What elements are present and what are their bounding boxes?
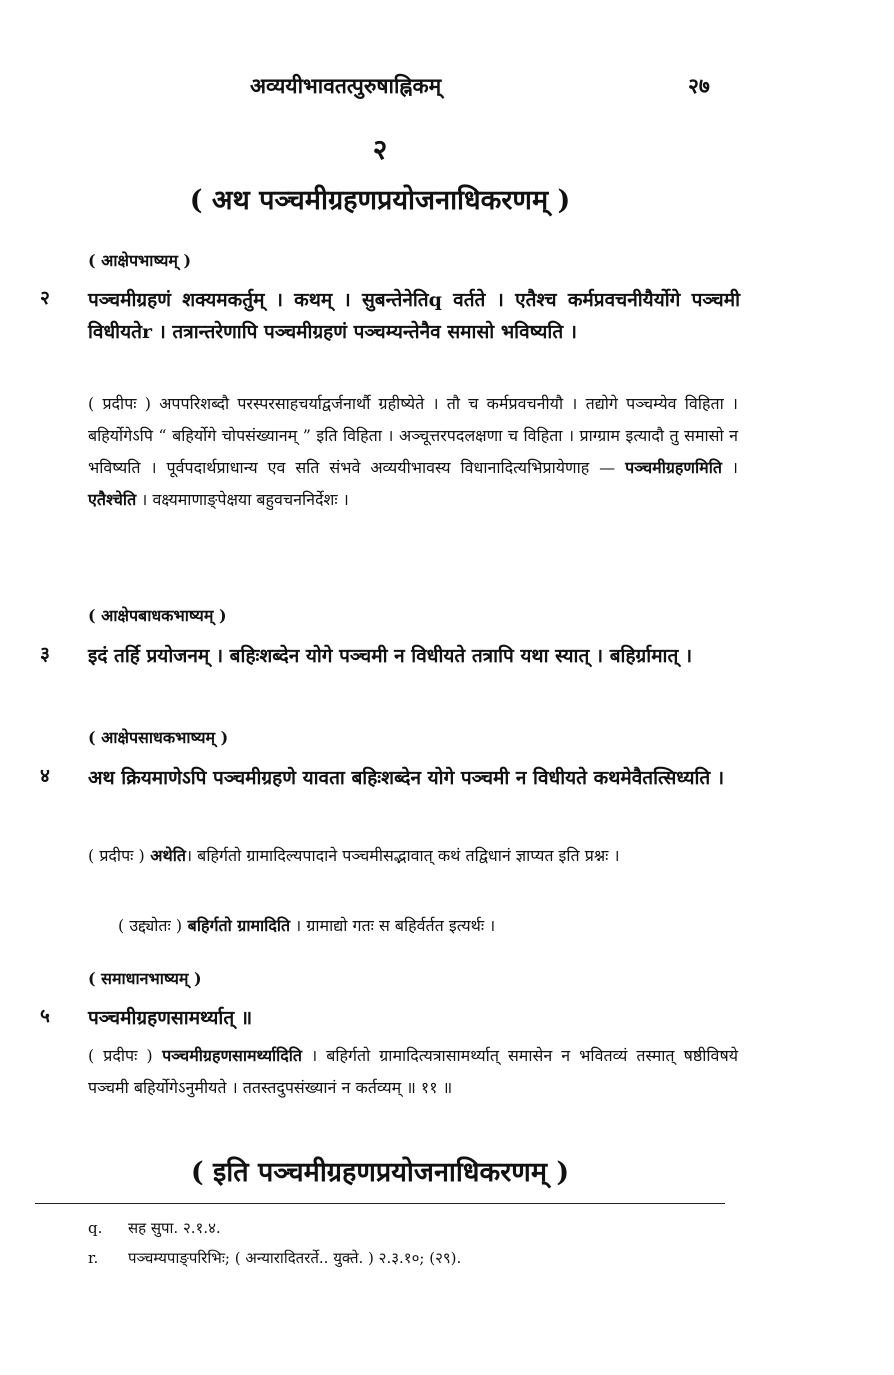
passage-3 [40,640,740,672]
passage-text: अथ क्रियमाणेऽपि पञ्चमीग्रहणे यावता बहिःशब्देन योगे पञ्चमी न विधीयते कथमेवैतत्सिध्यति । [88,767,725,789]
pradipa-commentary-1 [88,388,738,516]
passage-number: २ [40,287,50,309]
commentary-text: । बहिर्गतो ग्रामादिल्यपादाने पञ्चमीसद्भावात् कथं तद्विधानं ज्ञाप्यत इति प्रश्नः । [186,846,620,865]
passage-number: ४ [40,765,50,787]
akshepa-label: ( आक्षेपभाष्यम् ) [88,251,192,270]
page-number: २७ [688,73,710,98]
commentary-text: । वक्ष्यमाणाङ्पेक्षया बहुवचननिर्देशः । [136,490,349,509]
passage-number: ५ [40,1005,50,1027]
commentary-bold: अथेति [144,846,187,865]
samadhana-label: ( समाधानभाष्यम् ) [88,969,202,988]
footnote-r [88,1248,461,1268]
commentary-bold: एतैश्चेति [88,490,137,509]
commentary-text: । [721,458,738,477]
commentary-text: अपपरिशब्दौ परस्परसाहचर्याद्वर्जनार्थौ ग्रहीष्येते । तौ च कर्मप्रवचनीयौ । तद्योगे पञ्चम्येव विहिता । बहिर्योगेऽपि “ बहिर्योगे चोपसंख्यानम् ” इति विहिता । अञ्चूत्तरपदलक्षणा च विहिता । प्राग्ग्राम इत्यादौ तु समासो न भविष्यति । पूर्वपदार्थप्राधान्य एव सति संभवे अव्ययीभावस्य विधानादित्यभिप्रायेणाह — [88,394,738,477]
pradipa-commentary-2 [88,840,738,872]
akshepa-badhaka-label: ( आक्षेपबाधकभाष्यम् ) [88,606,227,625]
footnote-mark: r. [88,1249,99,1267]
commentary-bold: बहिर्गतो ग्रामादिति [182,916,291,935]
passage-number: ३ [40,643,50,665]
footnote-mark: q. [88,1219,103,1237]
footnote-text: सह सुपा. २.१.४. [128,1219,221,1237]
commentary-label: ( प्रदीपः ) [88,1046,153,1065]
passage-text: पञ्चमीग्रहणं शक्यमकर्तुम् । कथम् । सुबन्तेनेतिq वर्तते । एतैश्च कर्मप्रवचनीयैर्योगे पञ्चमी विधीयतेr । तत्रान्तरेणापि पञ्चमीग्रहणं पञ्चम्यन्तेनैव समासो भविष्यति । [88,289,740,343]
running-title: अव्ययीभावतत्पुरुषाह्निकम् [250,73,442,98]
passage-2 [40,284,740,348]
section-number: २ [372,133,388,166]
akshepa-sadhaka-label: ( आक्षेपसाधकभाष्यम् ) [88,728,229,747]
section-heading: ( अथ पञ्चमीग्रहणप्रयोजनाधिकरणम् ) [189,185,571,216]
passage-text: इदं तर्हि प्रयोजनम् । बहिःशब्देन योगे पञ्चमी न विधीयते तत्रापि यथा स्यात् । बहिर्ग्रामात् । [88,645,693,667]
pradipa-commentary-3 [88,1040,738,1104]
commentary-label: ( प्रदीपः ) [88,394,151,413]
commentary-text: । बहिर्गतो ग्रामादित्यत्रासामर्थ्यात् समासेन न भवितव्यं तस्मात् षष्ठीविषये पञ्चमी बहिर्योगेऽनुमीयते । ततस्तदुपसंख्यानं न कर्तव्यम् ॥ ११ ॥ [88,1046,738,1097]
uddyota-commentary [118,910,738,942]
commentary-bold: पञ्चमीग्रहणसामर्थ्यादिति [152,1046,303,1065]
running-header [0,72,894,106]
commentary-label: ( उद्द्योतः ) [118,916,183,935]
footnote-divider [35,1203,725,1204]
passage-5 [40,1002,740,1034]
footnote-text: पञ्चम्यपाङ्परिभिः; ( अन्यारादितरर्ते.. युक्ते. ) २.३.१०; (२९). [128,1249,462,1267]
passage-4 [40,762,740,794]
commentary-text: । ग्रामाद्यो गतः स बहिर्वर्तत इत्यर्थः । [290,916,496,935]
commentary-label: ( प्रदीपः ) [88,846,145,865]
footnote-q [88,1218,221,1238]
closing-heading: ( इति पञ्चमीग्रहणप्रयोजनाधिकरणम् ) [190,1157,570,1188]
commentary-bold: पञ्चमीग्रहणमिति [625,458,722,477]
passage-text: पञ्चमीग्रहणसामर्थ्यात् ॥ [88,1007,253,1029]
